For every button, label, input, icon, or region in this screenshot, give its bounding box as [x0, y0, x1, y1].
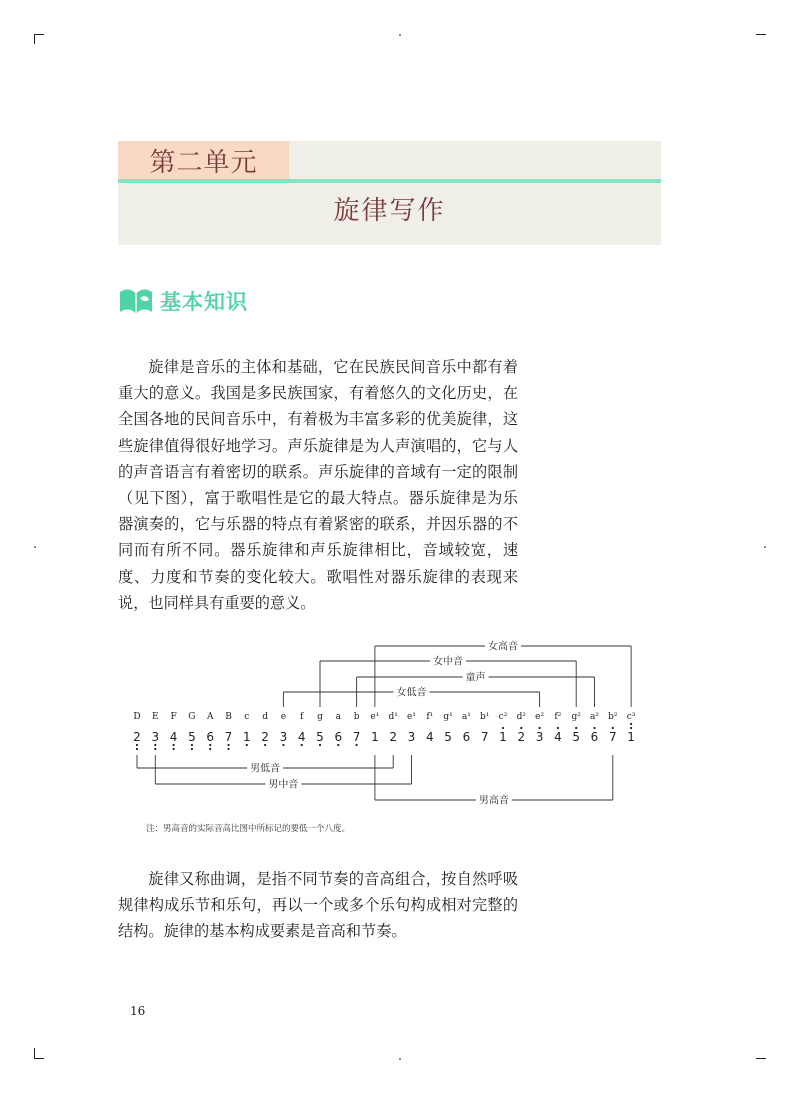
pitch-label: b² [608, 712, 618, 722]
octave-dot [557, 727, 559, 729]
jianpu-note: 6 [462, 730, 471, 744]
jianpu-note: 5 [444, 730, 452, 744]
pitch-label: e¹ [370, 712, 380, 722]
octave-dot [154, 744, 156, 746]
pitch-label: d¹ [388, 712, 398, 722]
octave-dot [593, 727, 595, 729]
pitch-label: f² [554, 712, 562, 722]
pitch-label: c³ [626, 712, 636, 722]
octave-dot [191, 744, 193, 746]
jianpu-note: 4 [554, 730, 562, 744]
octave-dot [282, 744, 284, 746]
jianpu-note: 3 [407, 730, 416, 744]
jianpu-note: 3 [535, 730, 544, 744]
jianpu-note: 5 [572, 730, 581, 744]
pitch-label: e² [535, 712, 545, 722]
jianpu-note: 2 [389, 730, 398, 744]
octave-dot [356, 744, 358, 746]
pitch-label: b [353, 712, 360, 722]
octave-dot [502, 727, 504, 729]
octave-dot [227, 748, 229, 750]
octave-dot [136, 748, 138, 750]
jianpu-note: 1 [627, 730, 635, 744]
pitch-label: c [244, 712, 250, 722]
octave-dot [173, 744, 175, 746]
jianpu-note: 3 [279, 730, 288, 744]
jianpu-note: 2 [517, 730, 526, 744]
pitch-label: B [225, 712, 232, 722]
body-paragraph: 旋律又称曲调，是指不同节奏的音高组合，按自然呼吸规律构成乐节和乐句，再以一个或多个乐句构成相对完整的结构。旋律的基本构成要素是音高和节奏。 [118, 870, 518, 941]
pitch-label: f¹ [426, 712, 434, 722]
pitch-label: d [262, 712, 268, 722]
octave-dot [209, 744, 211, 746]
jianpu-note: 6 [334, 730, 343, 744]
jianpu-note: 5 [188, 730, 196, 744]
jianpu-note: 7 [224, 730, 233, 744]
jianpu-note: 6 [590, 730, 599, 744]
pitch-label: a¹ [461, 712, 471, 722]
pitch-label: d² [516, 712, 526, 722]
octave-dot [520, 727, 522, 729]
voice-range-label: 女低音 [396, 687, 427, 699]
page-number: 16 [130, 1004, 146, 1018]
voice-range-label: 男高音 [478, 795, 509, 807]
voice-range-label: 男中音 [268, 779, 299, 791]
voice-range-label: 男低音 [250, 763, 281, 775]
octave-dot [246, 744, 248, 746]
jianpu-note: 7 [352, 730, 361, 744]
jianpu-note: 3 [151, 730, 160, 744]
diagram-note: 注：男高音的实际音高比图中所标记的要低一个八度。 [146, 824, 351, 834]
pitch-label: e [280, 712, 287, 722]
pitch-label: E [152, 712, 159, 722]
pitch-label: g [317, 712, 323, 722]
jianpu-note: 1 [499, 730, 507, 744]
body-paragraph: 旋律是音乐的主体和基础，它在民族民间音乐中都有着重大的意义。我国是多民族国家，有着悠久的文化历史，在全国各地的民间音乐中，有着极为丰富多彩的优美旋律，这些旋律值得很好地学习。声乐旋律是为人声演唱的，它与人的声音语言有着密切的联系。声乐旋律的音域有一定的限制（见下图），富于歌唱性是它的最大特点。器乐旋律是为乐器演奏的，它与乐器的特点有着紧密的联系，并因乐器的不同而有所不同。器乐旋律和声乐旋律相比，音域较宽，速度、力度和节奏的变化较大。歌唱性对器乐旋律的表现来说，也同样具有重要的意义。 [118, 358, 518, 612]
octave-dot [191, 748, 193, 750]
jianpu-note: 2 [133, 730, 141, 744]
octave-dot [539, 727, 541, 729]
jianpu-note: 4 [297, 730, 306, 744]
jianpu-note: 4 [425, 730, 434, 744]
octave-dot [575, 727, 577, 729]
octave-dot [612, 727, 614, 729]
octave-dot [264, 744, 266, 746]
unit-label: 第二单元 [118, 141, 289, 179]
pitch-label: A [206, 712, 214, 722]
voice-range-label: 女中音 [433, 656, 464, 668]
jianpu-note: 1 [242, 730, 251, 744]
pitch-label: g² [571, 712, 581, 722]
pitch-label: a² [590, 712, 599, 722]
octave-dot [136, 744, 138, 746]
octave-dot [209, 748, 211, 750]
octave-dot [227, 744, 229, 746]
octave-dot [154, 748, 156, 750]
jianpu-note: 7 [608, 730, 617, 744]
jianpu-note: 5 [316, 730, 324, 744]
pitch-label: D [133, 712, 141, 722]
unit-title: 旋律写作 [333, 196, 446, 226]
jianpu-note: 7 [480, 730, 489, 744]
pitch-label: c² [498, 712, 508, 722]
pitch-label: e¹ [407, 712, 416, 722]
pitch-label: a [335, 712, 341, 722]
pitch-label: F [170, 712, 177, 722]
jianpu-note: 2 [261, 730, 269, 744]
voice-range-label: 女高音 [488, 641, 518, 653]
voice-range-label: 童声 [465, 672, 486, 684]
jianpu-note: 6 [206, 730, 215, 744]
pitch-label: b¹ [480, 712, 490, 722]
octave-dot [630, 727, 632, 729]
octave-dot [630, 723, 632, 725]
octave-dot [319, 744, 321, 746]
section-title: 基本知识 [160, 290, 248, 314]
pitch-label: f [300, 712, 304, 722]
pitch-label: G [188, 712, 196, 722]
octave-dot [337, 744, 339, 746]
pitch-label: g¹ [443, 712, 453, 722]
octave-dot [173, 748, 175, 750]
octave-dot [301, 744, 303, 746]
jianpu-note: 1 [371, 730, 379, 744]
jianpu-note: 4 [169, 730, 178, 744]
